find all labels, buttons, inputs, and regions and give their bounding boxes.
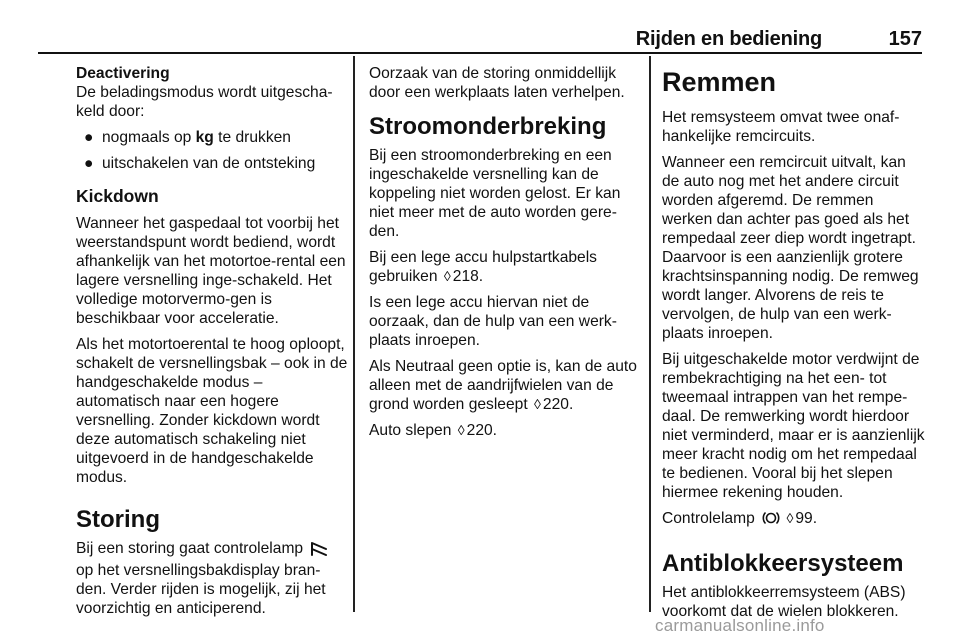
kickdown-paragraph-1: Wanneer het gaspedaal tot voorbij het weerstandspunt wordt bediend, wordt afhankelijk van het motortoe-rental een lagere versnelling inge-schakeld. Het volledige motorvermo-gen is beschikbaar voor acceleratie. <box>76 215 346 327</box>
abs-heading: Antiblokkeersysteem <box>662 550 904 577</box>
running-head <box>38 18 922 54</box>
deactivation-text: De beladingsmodus wordt uitgescha-keld door: <box>76 84 333 120</box>
brake-warning-lamp-icon <box>762 510 780 531</box>
column-divider-2 <box>649 56 651 612</box>
power-paragraph-2 <box>369 248 641 286</box>
brakes-paragraph-4 <box>662 509 926 531</box>
power-paragraph-1: Bij een stroomonderbreking en een ingeschakelde versnelling kan de koppeling niet worden gelost. Er kan niet meer met de auto worden gere-den. <box>369 147 621 240</box>
page-reference-arrow-icon: ◊ <box>457 422 465 438</box>
page-reference[interactable]: 99. <box>795 510 818 527</box>
bullet-dot-icon: ● <box>84 129 94 146</box>
storing-paragraph <box>76 539 348 618</box>
page-number: 157 <box>888 28 922 50</box>
watermark: carmanualsonline.info <box>655 616 825 635</box>
page-reference-arrow-icon: ◊ <box>534 396 541 412</box>
storing-heading: Storing <box>76 506 160 533</box>
storing-text-b: op het versnellingsbakdisplay bran-den. Verder rijden is mogelijk, zij het voorzichtig en anticiperend. <box>76 562 326 617</box>
brakes-paragraph-3: Bij uitgeschakelde motor verdwijnt de rembekrachtiging na het een- tot tweemaal intrappen van het rempe-daal. De remwerking wordt hierdoor niet verminderd, maar er is aanzienlijk meer kracht nodig om het rempedaal te bedienen. Vooral bij het slepen hiermee rekening houden. <box>662 351 925 501</box>
brakes-paragraph-1: Het remsysteem omvat twee onaf-hankelijke remcircuits. <box>662 109 900 145</box>
page-reference[interactable]: 218. <box>452 268 484 285</box>
deactivation-label: Deactivering <box>76 65 170 82</box>
power-paragraph-3: Is een lege accu hiervan niet de oorzaak, dan de hulp van een werk-plaats inroepen. <box>369 294 617 349</box>
section-title: Rijden en bediening <box>635 28 822 50</box>
column-divider-1 <box>353 56 355 612</box>
brakes-text-4: Controlelamp <box>662 510 755 527</box>
column-1 <box>76 64 348 625</box>
column-3 <box>662 64 926 628</box>
column-2 <box>369 64 641 447</box>
page-reference-arrow-icon: ◊ <box>443 268 451 284</box>
power-interruption-heading: Stroomonderbreking <box>369 113 607 140</box>
power-paragraph-4 <box>369 357 641 414</box>
power-text-5: Auto slepen <box>369 422 452 439</box>
list-item-text: uitschakelen van de ontsteking <box>102 155 316 172</box>
storing-text-a: Bij een storing gaat controlelamp <box>76 540 304 557</box>
list-item-text: te drukken <box>213 129 291 146</box>
kickdown-paragraph-2: Als het motortoerental te hoog oploopt, schakelt de versnellingsbak – ook in de handgeschakelde modus – automatisch naar een hogere versnelling. Zonder kickdown wordt deze automatisch schakeling niet uitgevoerd in de handgeschakelde modus. <box>76 336 348 486</box>
deactivation-list <box>76 128 348 173</box>
page-reference-arrow-icon: ◊ <box>786 510 794 526</box>
gearbox-fault-lamp-icon <box>310 542 328 561</box>
kickdown-heading: Kickdown <box>76 186 159 206</box>
list-item-text: nogmaals op <box>102 129 196 146</box>
abs-paragraph: Het antiblokkeerremsysteem (ABS) voorkomt dat de wielen blokkeren. <box>662 584 906 620</box>
power-paragraph-5 <box>369 421 641 440</box>
list-item <box>76 128 348 147</box>
bullet-dot-icon: ● <box>84 155 94 172</box>
power-text-4: Als Neutraal geen optie is, kan de auto alleen met de aandrijfwielen van de grond worden gesleept <box>369 358 637 413</box>
list-item-key: kg <box>195 129 214 146</box>
page-reference[interactable]: 220. <box>466 422 497 439</box>
power-text-2: Bij een lege accu hulpstartkabels gebruiken <box>369 249 597 285</box>
header-rule <box>38 52 922 54</box>
brakes-heading: Remmen <box>662 67 777 97</box>
list-item <box>76 154 348 173</box>
fault-intro: Oorzaak van de storing onmiddellijk door een werkplaats laten verhelpen. <box>369 65 625 101</box>
brakes-paragraph-2: Wanneer een remcircuit uitvalt, kan de auto nog met het andere circuit worden afgeremd. De remmen werken dan achter pas goed als het rempedaal zeer diep wordt ingetrapt. Daarvoor is een aanzienlijk grotere krachtsinspanning nodig. De remweg wordt langer. Alvorens de reis te vervolgen, de hulp van een werk-plaats inroepen. <box>662 154 919 342</box>
page-reference[interactable]: 220. <box>542 396 574 413</box>
